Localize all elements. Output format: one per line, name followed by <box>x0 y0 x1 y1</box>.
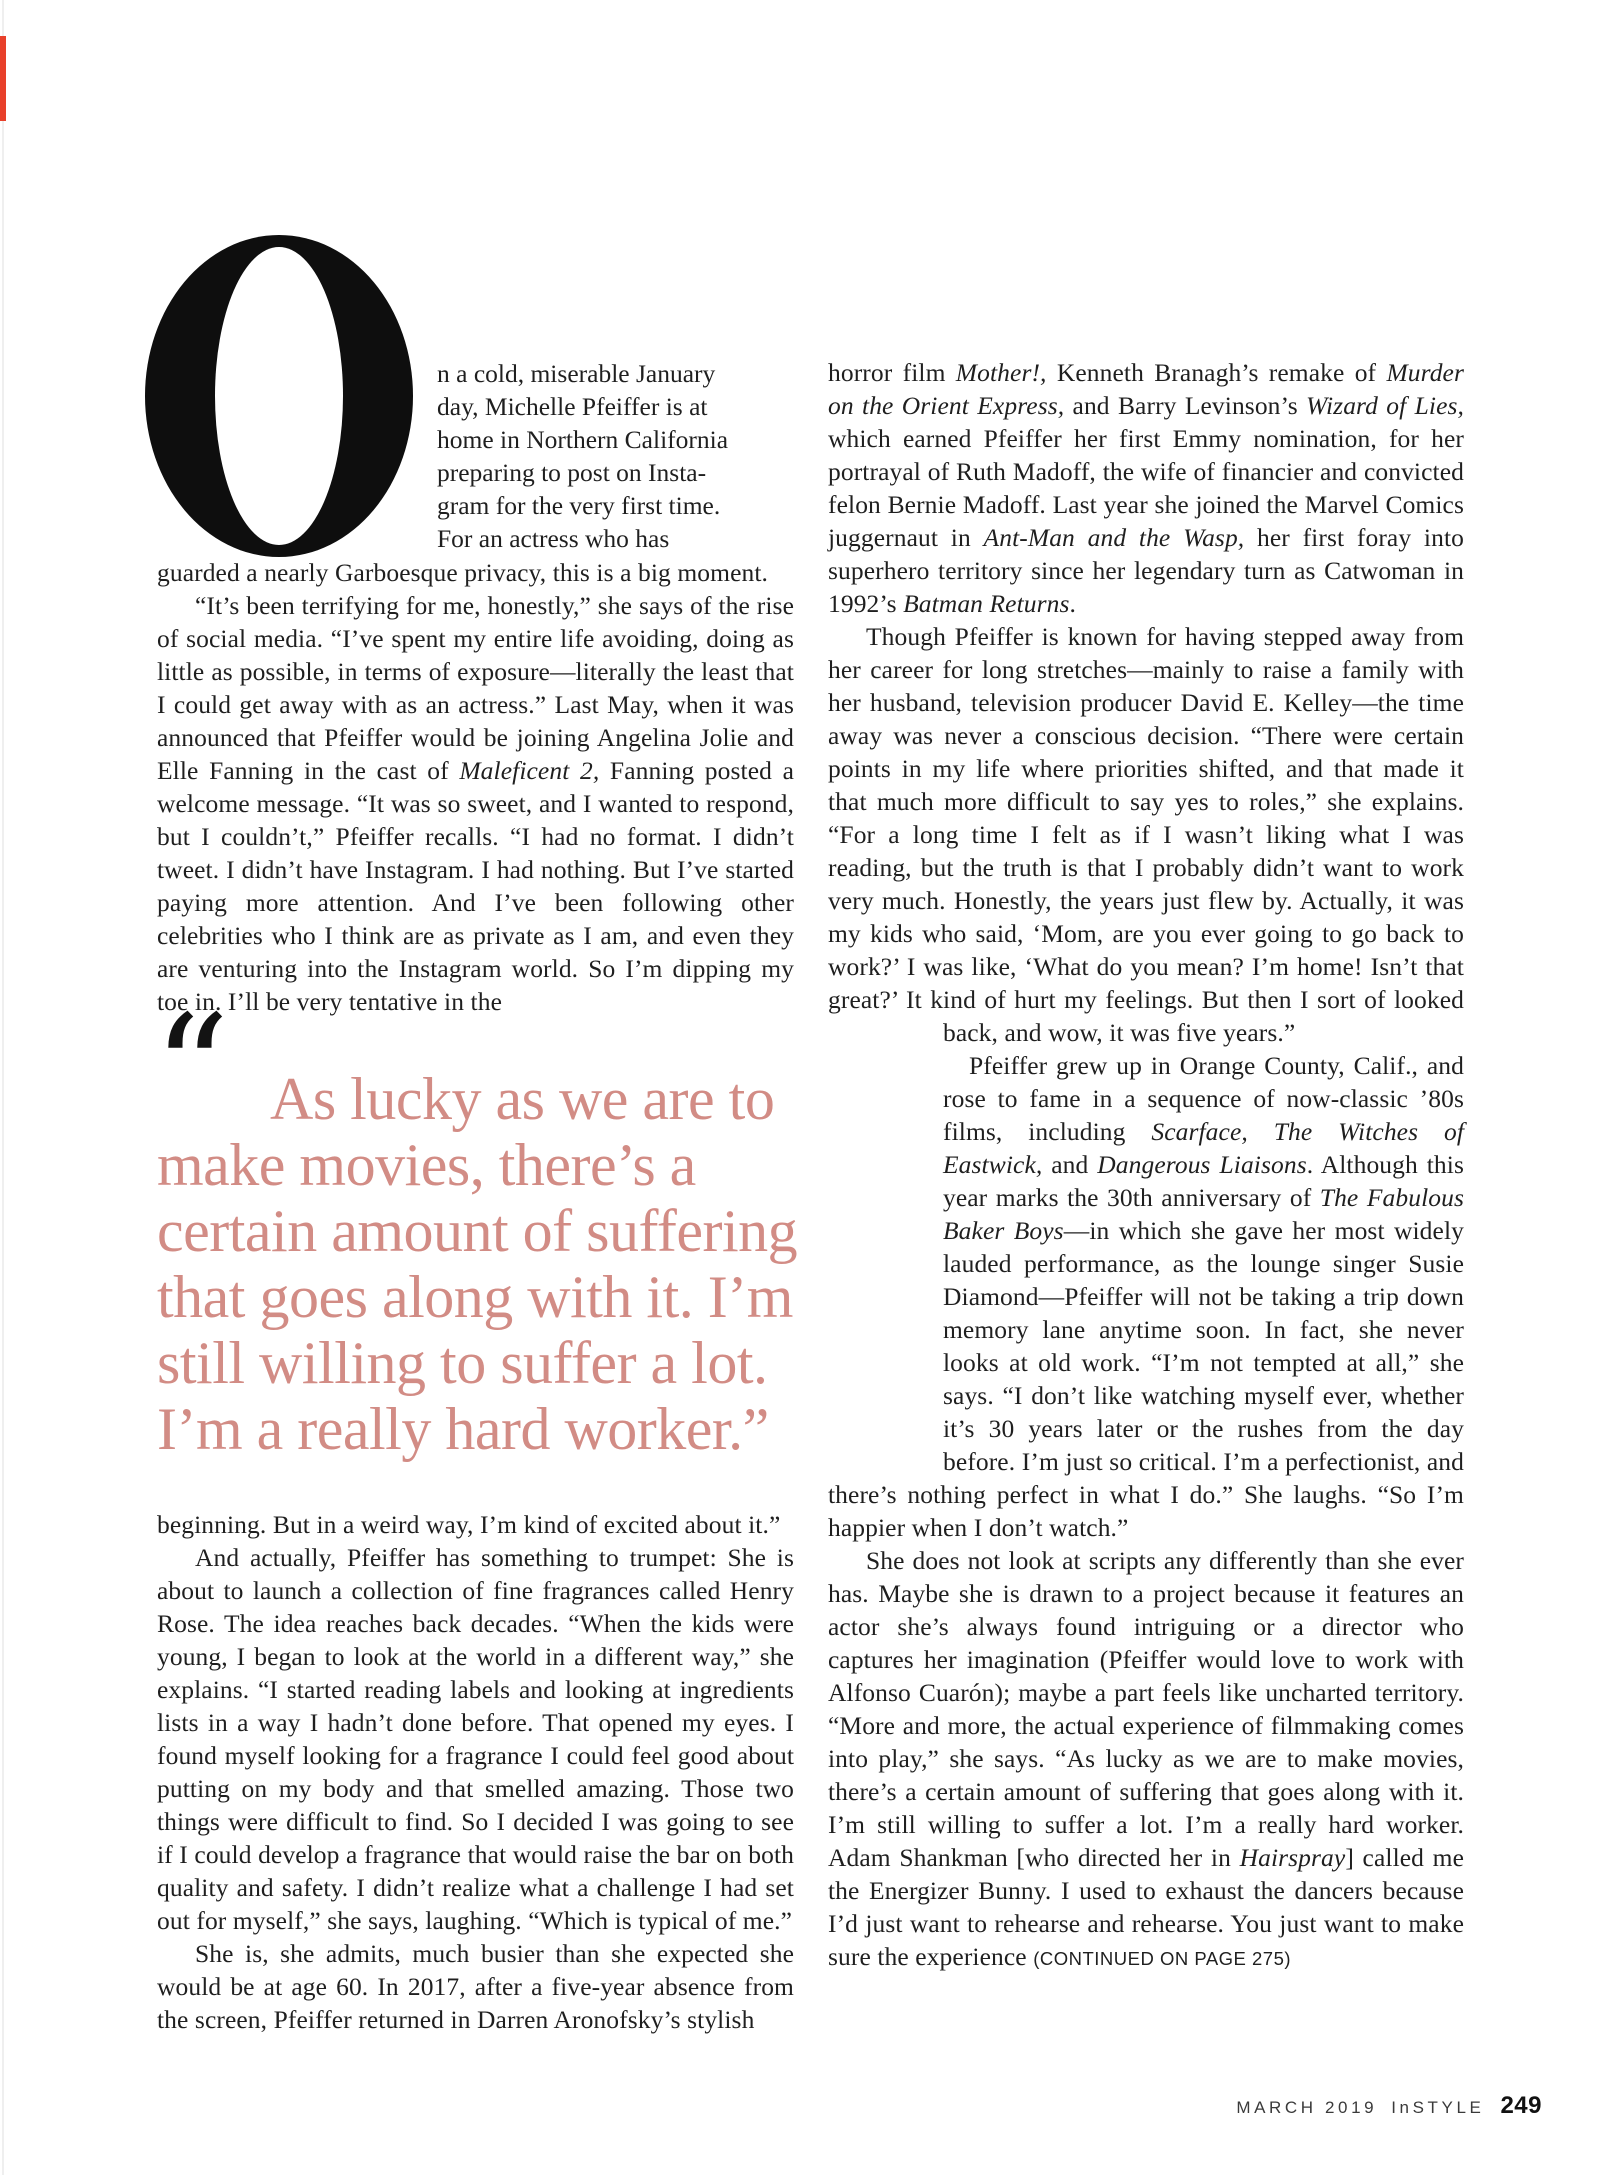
continued-on-page-tag: (CONTINUED ON PAGE 275) <box>1033 1948 1292 1969</box>
page-edge-line <box>2 0 4 2175</box>
left-column-upper <box>157 556 794 1018</box>
paragraph: She is, she admits, much busier than she expected she would be at age 60. In 2017, after a five-year absence from the screen, Pfeiffer returned in Darren Aronofsky’s stylish <box>157 1939 794 2034</box>
intro-line: n a cold, miserable January <box>437 359 716 388</box>
pull-quote-line: make movies, there’s a <box>157 1132 696 1198</box>
page-footer <box>1040 2092 1542 2120</box>
pull-quote-line: I’m a really hard worker.” <box>157 1396 769 1462</box>
intro-paragraph <box>437 357 737 555</box>
intro-line: For an actress who has <box>437 524 670 553</box>
intro-line: preparing to post on Insta- <box>437 458 707 487</box>
pull-quote-line: certain amount of suffering <box>157 1198 798 1264</box>
paragraph: horror film Mother!, Kenneth Branagh’s remake of Murder on the Orient Express, and Barry Levinson’s Wizard of Lies, which earned Pfeiffer her first Emmy nomination, for her portrayal of Ruth Madoff, the wife of financier and convicted felon Bernie Madoff. Last year she joined the Marvel Comics juggernaut in Ant-Man and the Wasp, her first foray into superhero territory since her legendary turn as Catwoman in 1992’s Batman Returns. <box>828 358 1464 618</box>
red-spine-mark <box>0 36 6 121</box>
paragraph: Pfeiffer grew up in Orange County, Calif., and rose to fame in a sequence of now-classic ’80s films, including Scarface, The Witches of Eastwick, and Dangerous Liaisons. Although this year marks the 30th anniversary of The Fabulous Baker Boys—in which she gave her most widely lauded performance, as the lounge singer Susie Diamond—Pfeiffer will not be taking a trip down memory lane anytime soon. In fact, she never looks at old work. “I’m not tempted at all,” she says. “I don’t like watching myself ever, whether it’s 30 years later or the rushes from the day before. I’m just so critical. I’m a perfectionist, and there’s nothing perfect in what I do.” She laughs. “So I’m happier when I don’t watch.” <box>828 1051 1464 1542</box>
left-column-lower <box>157 1508 794 2036</box>
intro-line: home in Northern California <box>437 425 729 454</box>
paragraph: And actually, Pfeiffer has something to trumpet: She is about to launch a collection of fine fragrances called Henry Rose. The idea reaches back decades. “When the kids were young, I began to look at the world in a different way,” she explains. “I started reading labels and looking at ingredients lists in a way I hadn’t done before. That opened my eyes. I found myself looking for a fragrance I could feel good about putting on my body and that smelled amazing. Those two things were difficult to find. So I decided I was going to see if I could develop a fragrance that would raise the bar on both quality and safety. I didn’t realize what a challenge I had set out for myself,” she says, laughing. “Which is typical of me.” <box>157 1543 794 1935</box>
quote-mark-icon: “ <box>153 984 224 1158</box>
paragraph: “It’s been terrifying for me, honestly,” she says of the rise of social media. “I’ve spent my entire life avoiding, doing as little as possible, in terms of exposure—literally the least that I could get away with as an actress.” Last May, when it was announced that Pfeiffer would be joining Angelina Jolie and Elle Fanning in the cast of Maleficent 2, Fanning posted a welcome message. “It was so sweet, and I wanted to respond, but I couldn’t,” Pfeiffer recalls. “I had no format. I didn’t tweet. I didn’t have Instagram. I had nothing. But I’ve started paying more attention. And I’ve been following other celebrities who I think are as private as I am, and even they are venturing into the Instagram world. So I’m dipping my toe in. I’ll be very tentative in the <box>157 591 794 1016</box>
pull-quote-line: that goes along with it. I’m <box>157 1264 793 1330</box>
footer-magazine-name: InSTYLE <box>1391 2098 1485 2117</box>
pull-quote-line: As lucky as we are to <box>270 1066 775 1132</box>
footer-issue-date: MARCH 2019 <box>1236 2098 1378 2117</box>
drop-cap-letter-o <box>145 235 413 557</box>
pull-quote <box>153 984 927 1462</box>
pull-quote-line: still willing to suffer a lot. <box>157 1330 768 1396</box>
right-column <box>828 356 1464 1975</box>
paragraph: guarded a nearly Garboesque privacy, this is a big moment. <box>157 558 769 587</box>
paragraph: Though Pfeiffer is known for having stepped away from her career for long stretches—mainly to raise a family with her husband, television producer David E. Kelley—the time away was never a conscious decision. “There were certain points in my life where priorities shifted, and that made it that much more difficult to say yes to roles,” she explains. “For a long time I felt as if I wasn’t liking what I was reading, but the truth is that I probably didn’t want to work very much. Honestly, the years just flew by. Actually, it was my kids who said, ‘Mom, are you ever going to go back to work?’ I was like, ‘What do you mean? I’m home! Isn’t that great?’ It kind of hurt my feelings. But then I sort of looked back, and wow, it was five years.” <box>828 620 1464 1049</box>
footer-page-number: 249 <box>1500 2092 1542 2119</box>
pullquote-wrap-spacer <box>828 1016 943 1466</box>
paragraph: She does not look at scripts any differently than she ever has. Maybe she is drawn to a project because it features an actor she’s always found intriguing or a director who captures her imagination (Pfeiffer would love to work with Alfonso Cuarón); maybe a part feels like uncharted territory. “More and more, the actual experience of filmmaking comes into play,” she says. “As lucky as we are to make movies, there’s a certain amount of suffering that goes along with it. I’m still willing to suffer a lot. I’m a really hard worker. Adam Shankman [who directed her in Hairspray] called me the Energizer Bunny. I used to exhaust the dancers because I’d just want to rehearse and rehearse. You just want to make sure the experience (CONTINUED ON PAGE 275) <box>828 1546 1465 1971</box>
intro-line: gram for the very first time. <box>437 491 721 520</box>
paragraph: beginning. But in a weird way, I’m kind of excited about it.” <box>157 1510 781 1539</box>
intro-line: day, Michelle Pfeiffer is at <box>437 392 708 421</box>
